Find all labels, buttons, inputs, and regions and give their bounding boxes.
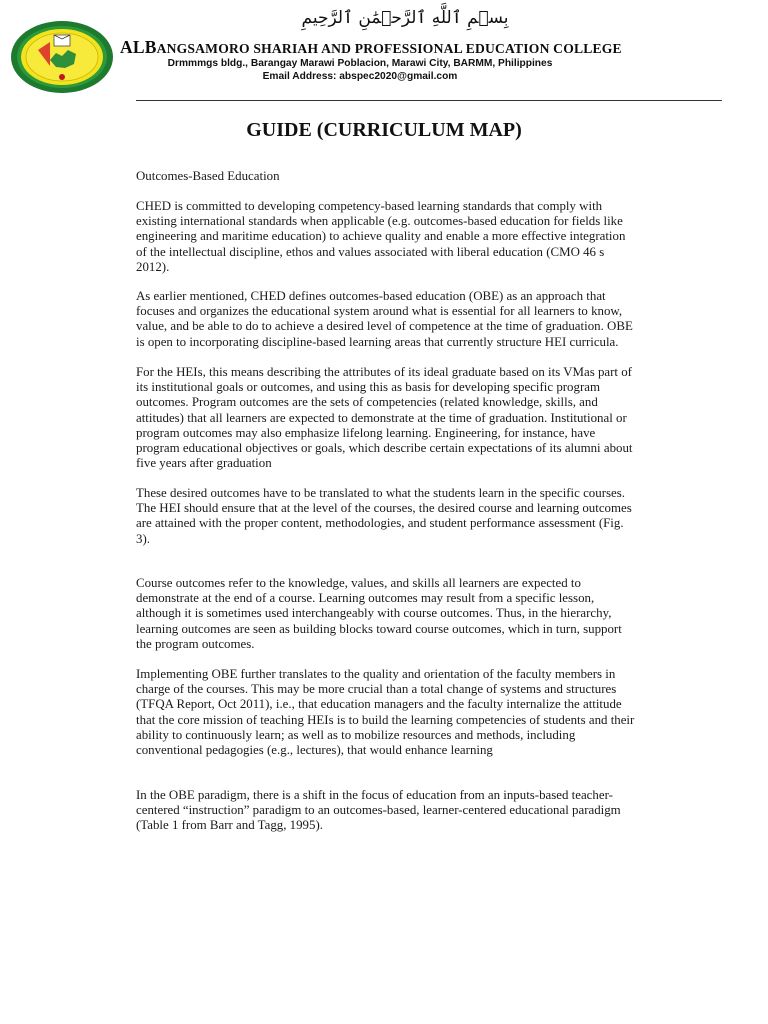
paragraph-line: the program outcomes.: [136, 636, 255, 651]
college-name-initial: B: [144, 37, 157, 57]
paragraph-line: its institutional goals or outcomes, and using this as basis for developing specific program: [136, 380, 600, 395]
body-paragraph: [136, 365, 722, 471]
paragraph-line: five years after graduation: [136, 456, 272, 471]
body-paragraph: [136, 667, 722, 758]
paragraph-line: of the intellectual discipline, ethos and values associated with liberal education (CMO 46 s: [136, 244, 605, 259]
paragraph-line: is open to incorporating discipline-based learning areas that currently structure HEI curricula.: [136, 334, 619, 349]
paragraph-line: In the OBE paradigm, there is a shift in the focus of education from an inputs-based teacher-: [136, 788, 613, 802]
paragraph-line: program outcomes may also emphasize lifelong learning. Engineering, for instance, have: [136, 425, 596, 440]
college-name-rest: ANGSAMORO SHARIAH AND PROFESSIONAL EDUCATION COLLEGE: [156, 41, 622, 56]
college-name: [120, 38, 622, 58]
bismillah-calligraphy: بِسۡمِ ٱللَّهِ ٱلرَّحۡمَٰنِ ٱلرَّحِيمِ: [301, 8, 509, 28]
paragraph-line: focuses and organizes the educational system around what is essential for all learners to know,: [136, 304, 623, 319]
paragraph-line: that the core mission of teaching HEIs is to build the learning competencies of students and their: [136, 712, 635, 727]
paragraph-line: Implementing OBE further translates to the quality and orientation of the faculty members in: [136, 667, 616, 681]
college-name-prefix: AL: [120, 37, 145, 57]
paragraph-line: engineering and maritime education) to achieve quality and enable a more effective integration: [136, 229, 626, 244]
paragraph-line: Outcomes-Based Education: [136, 169, 280, 183]
paragraph-line: As earlier mentioned, CHED defines outcomes-based education (OBE) as an approach that: [136, 289, 606, 303]
paragraph-line: ability to continuously learn; as well as to mobilize resources and methods, including: [136, 727, 576, 742]
body-paragraph: [136, 576, 722, 652]
paragraph-line: Course outcomes refer to the knowledge, values, and skills all learners are expected to: [136, 576, 581, 590]
paragraph-line: charge of the courses. This may be more crucial than a total change of systems and structures: [136, 682, 617, 697]
paragraph-line: attitudes) that all learners are expected to demonstrate at the time of graduation. Institutional or: [136, 410, 627, 425]
paragraph-line: For the HEIs, this means describing the attributes of its ideal graduate based on its VMas part of: [136, 365, 632, 379]
paragraph-line: program educational objectives or goals, which describe certain expectations of its alumni about: [136, 441, 633, 456]
body-paragraph: [136, 486, 722, 547]
document-title: GUIDE (CURRICULUM MAP): [246, 119, 522, 141]
paragraph-line: 3).: [136, 531, 150, 546]
paragraph-line: are attained with the proper content, methodologies, and student performance assessment (Fig.: [136, 516, 624, 531]
header-divider: [136, 100, 722, 101]
paragraph-line: centered “instruction” paradigm to an outcomes-based, learner-centered educational paradigm: [136, 803, 621, 818]
paragraph-line: CHED is committed to developing competency-based learning standards that comply with: [136, 199, 603, 213]
body-paragraph: [136, 199, 722, 275]
paragraph-line: learning outcomes are seen as building blocks toward course outcomes, which in turn, support: [136, 621, 622, 636]
paragraph-line: 2012).: [136, 259, 170, 274]
paragraph-line: The HEI should ensure that at the level of the courses, the desired course and learning outcomes: [136, 501, 632, 516]
paragraph-line: demonstrate at the end of a course. Learning outcomes may result from a specific lesson,: [136, 591, 595, 606]
college-email: Email Address: abspec2020@gmail.com: [262, 71, 458, 82]
college-address: Drmmmgs bldg., Barangay Marawi Poblacion, Marawi City, BARMM, Philippines: [167, 58, 553, 69]
section-heading: [136, 169, 722, 184]
college-seal-logo: [10, 20, 114, 94]
body-paragraph: [136, 788, 722, 834]
paragraph-line: (Table 1 from Barr and Tagg, 1995).: [136, 818, 323, 833]
paragraph-line: existing international standards when applicable (e.g. outcomes-based education for fields like: [136, 214, 623, 229]
paragraph-line: value, and be able to do to achieve a desired level of competence at the time of graduation. OBE: [136, 319, 633, 334]
paragraph-line: outcomes. Program outcomes are the sets of competencies (related knowledge, skills, and: [136, 395, 598, 410]
letterhead: [0, 0, 768, 100]
body-paragraph: [136, 289, 722, 350]
paragraph-line: These desired outcomes have to be translated to what the students learn in the specific courses.: [136, 486, 625, 500]
paragraph-line: (TFQA Report, Oct 2011), i.e., that education managers and the faculty internalize the attitude: [136, 697, 622, 712]
paragraph-line: although it is sometimes used interchangeably with course outcomes. Thus, in the hierarchy,: [136, 606, 612, 621]
paragraph-line: conventional pedagogies (e.g., lectures), that would enhance learning: [136, 743, 493, 758]
